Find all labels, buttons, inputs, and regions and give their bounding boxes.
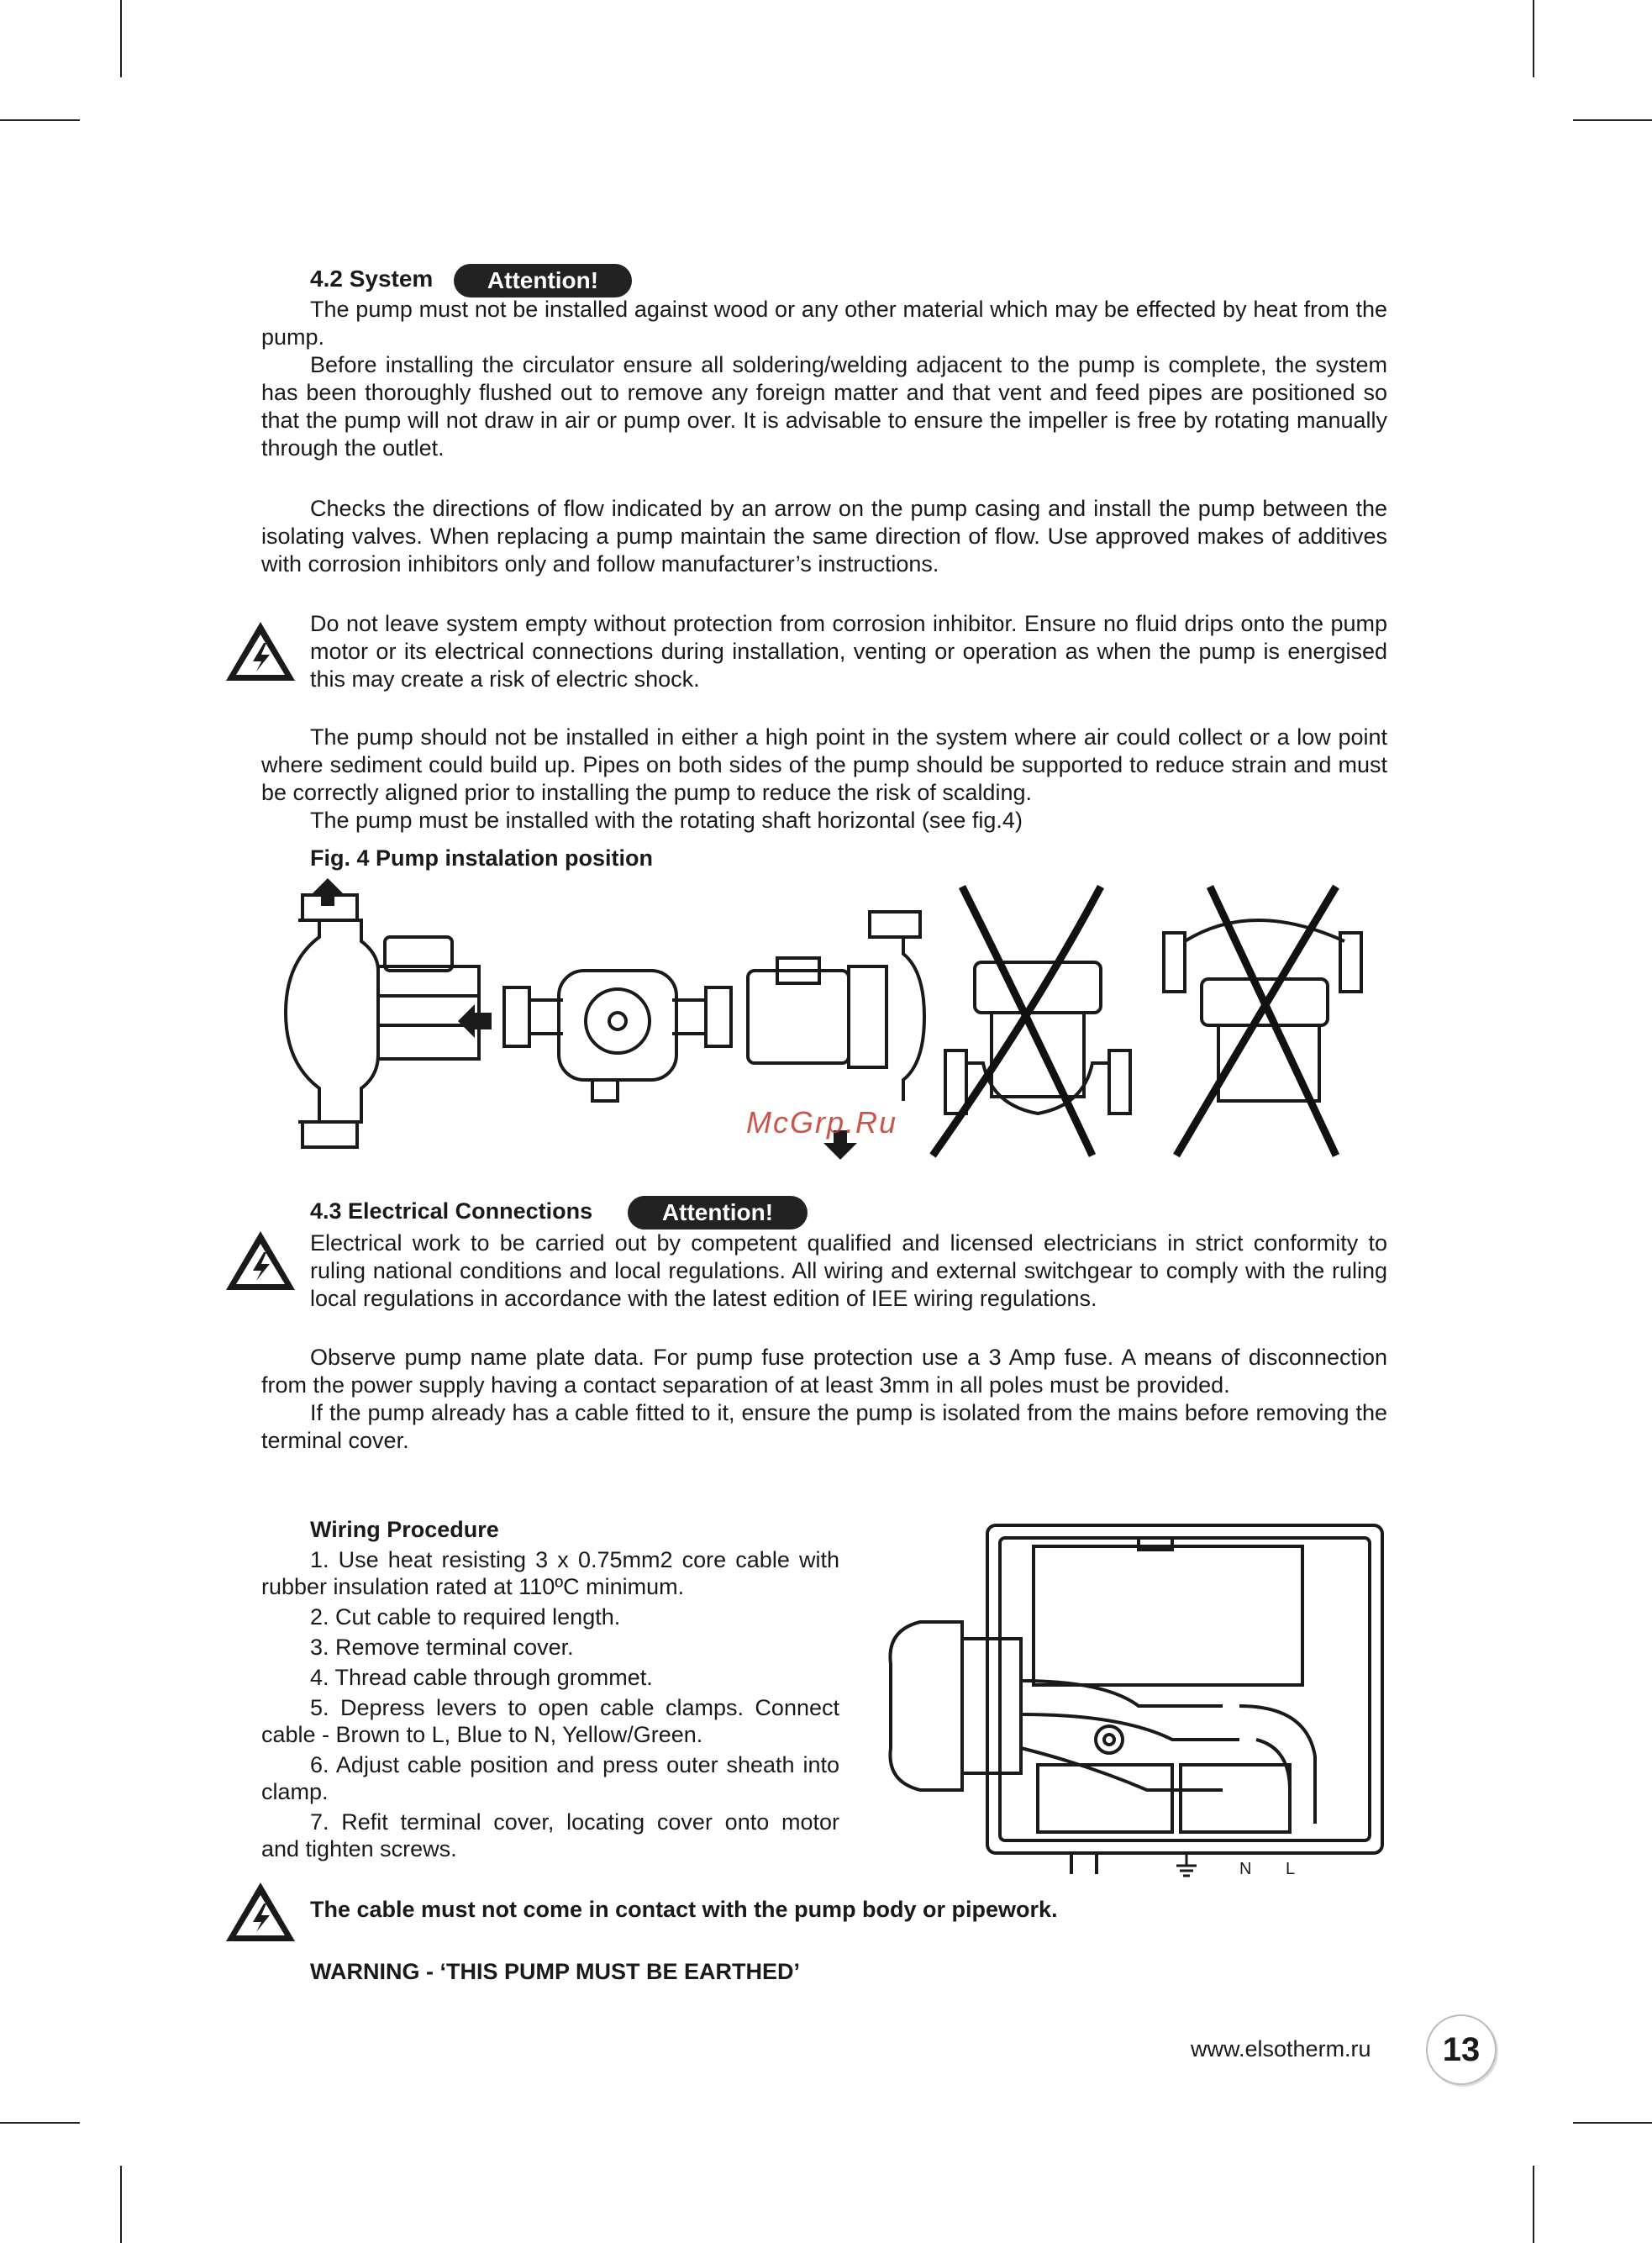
- electric-hazard-icon: [223, 1227, 298, 1294]
- crop-mark: [1573, 119, 1652, 121]
- wiring-steps: [261, 1546, 839, 1862]
- crop-mark: [120, 0, 122, 77]
- crop-mark: [1573, 2122, 1652, 2124]
- terminal-label-l: L: [1286, 1860, 1296, 1878]
- paragraph: Checks the directions of flow indicated by an arrow on the pump casing and install the pump between the isolating valves. When replacing a pump maintain the same direction of flow. Use approved makes of additives with corrosion inhibitors only and follow manufacturer’s instructions.: [261, 496, 1387, 577]
- corrosion-warning: Do not leave system empty without protection from corrosion inhibitor. Ensure no fluid drips onto the pump motor or its electrical connections during installation, venting or operation as when the pump is energised this may create a risk of electric shock.: [310, 611, 1387, 692]
- electrical-warning: Electrical work to be carried out by competent qualified and licensed electricians in strict conformity to ruling national conditions and local regulations. All wiring and external switchgear to comply with the ruling local regulations in accordance with the latest edition of IEE wiring regulations.: [310, 1230, 1387, 1311]
- page-number: 13: [1426, 2014, 1497, 2085]
- watermark: McGrp.Ru: [746, 1105, 898, 1140]
- paragraph: The pump must be installed with the rotating shaft horizontal (see fig.4): [310, 808, 1023, 833]
- crop-mark: [1533, 0, 1534, 77]
- wiring-step: 3. Remove terminal cover.: [310, 1635, 574, 1660]
- wiring-step: 1. Use heat resisting 3 x 0.75mm2 core cable with rubber insulation rated at 110ºC minimum.: [261, 1547, 839, 1599]
- wiring-step: 4. Thread cable through grommet.: [310, 1665, 653, 1690]
- wiring-heading: Wiring Procedure: [310, 1517, 499, 1542]
- paragraph: Before installing the circulator ensure all soldering/welding adjacent to the pump is complete, the system has been thoroughly flushed out to remove any foreign matter and that vent and feed pipes are positioned so that the pump will not draw in air or pump over. It is advisable to ensure the impeller is free by rotating manually through the outlet.: [261, 352, 1387, 461]
- paragraph: The pump must not be installed against wood or any other material which may be effected by heat from the pump.: [261, 297, 1387, 350]
- cable-contact-warning: The cable must not come in contact with the pump body or pipework.: [310, 1897, 1058, 1922]
- section-heading-system: 4.2 System: [310, 266, 434, 292]
- figure-caption: Fig. 4 Pump instalation position: [310, 845, 654, 871]
- earth-warning: WARNING - ‘THIS PUMP MUST BE EARTHED’: [310, 1959, 801, 1984]
- system-body-2: [261, 495, 1387, 578]
- terminal-label-n: N: [1239, 1860, 1252, 1878]
- section-heading-electrical: 4.3 Electrical Connections: [310, 1198, 593, 1224]
- crop-mark: [1533, 2166, 1534, 2243]
- system-body-3: [261, 724, 1387, 835]
- wiring-step: 5. Depress levers to open cable clamps. Connect cable - Brown to L, Blue to N, Yellow/Green.: [261, 1695, 839, 1747]
- footer-url: www.elsotherm.ru: [1191, 2036, 1371, 2061]
- terminal-box-diagram: [870, 1513, 1391, 1882]
- paragraph: If the pump already has a cable fitted to it, ensure the pump is isolated from the mains before removing the terminal cover.: [261, 1400, 1387, 1453]
- paragraph: Observe pump name plate data. For pump fuse protection use a 3 Amp fuse. A means of disconnection from the power supply having a contact separation of at least 3mm in all poles must be provided.: [261, 1345, 1387, 1398]
- paragraph: The pump should not be installed in either a high point in the system where air could collect or a low point where sediment could build up. Pipes on both sides of the pump should be supported to reduce strain and must be correctly aligned prior to installing the pump to reduce the risk of scalding.: [261, 724, 1387, 805]
- crop-mark: [120, 2166, 122, 2243]
- system-body: [261, 296, 1387, 462]
- electric-hazard-icon: [223, 1878, 298, 1946]
- crop-mark: [0, 2122, 80, 2124]
- electric-hazard-icon: [223, 618, 298, 685]
- attention-badge: Attention!: [454, 264, 632, 297]
- crop-mark: [0, 119, 80, 121]
- wiring-step: 6. Adjust cable position and press outer sheath into clamp.: [261, 1752, 839, 1804]
- wiring-step: 7. Refit terminal cover, locating cover onto motor and tighten screws.: [261, 1809, 839, 1861]
- wiring-step: 2. Cut cable to required length.: [310, 1604, 621, 1630]
- attention-badge: Attention!: [628, 1196, 808, 1229]
- electrical-body: [261, 1344, 1387, 1455]
